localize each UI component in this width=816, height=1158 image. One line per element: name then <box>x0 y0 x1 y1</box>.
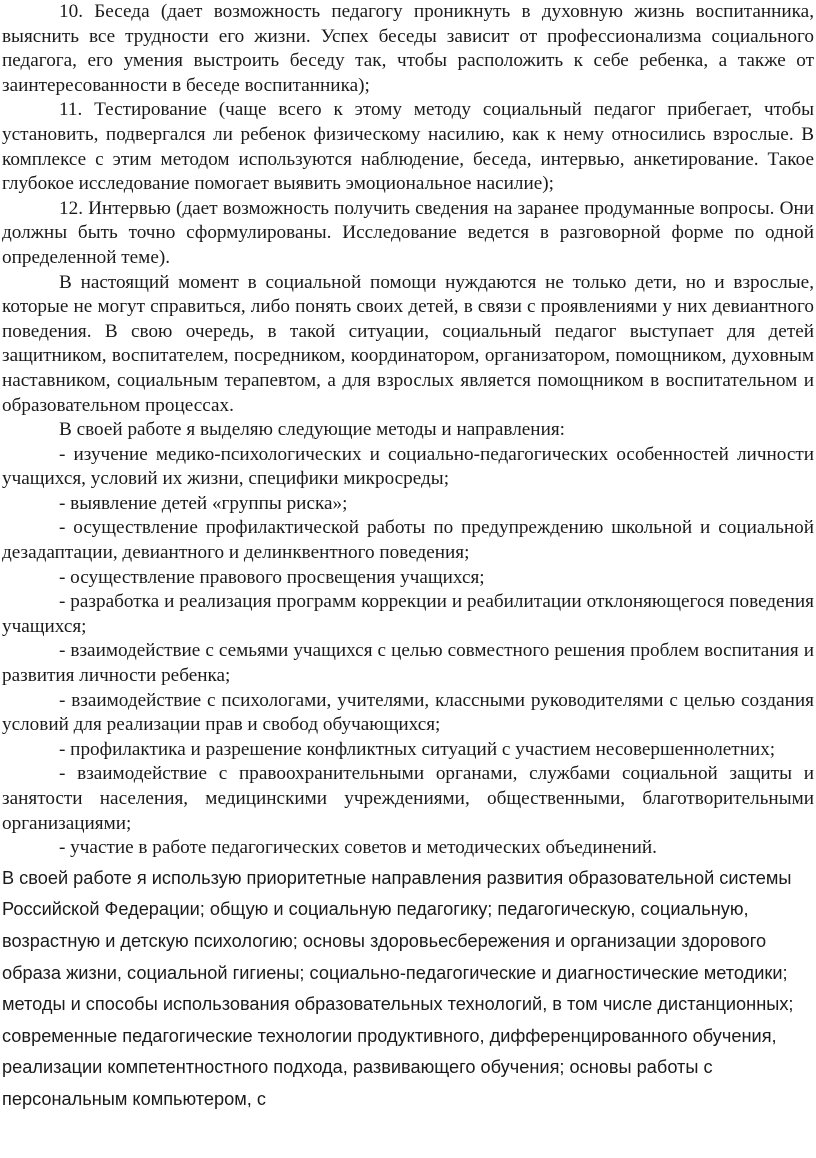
list-item-conflict-resolution: - профилактика и разрешение конфликтных ситуаций с участием несовершеннолетних; <box>59 738 776 760</box>
list-item-councils-participation: - участие в работе педагогических советов и методических объединений. <box>59 837 657 859</box>
list-item-risk-group: - выявление детей «группы риска»; <box>59 492 348 514</box>
list-item-law-enforcement-interaction: - взаимодействие с правоохранительными органами, службами социальной защиты и занятости населения, медицинскими учреждениями, общественными, благотворительными организациями; <box>2 763 814 834</box>
paragraph-priority-directions: В своей работе я использую приоритетные направления развития образовательной системы Российской Федерации; общую и социальную педагогику; педагогическую, социальную, возрастную и детскую психологию; основы здоровьесбережения и организации здорового образа жизни, социальной гигиены; социально-педагогические и диагностические методики; методы и способы использования образовательных технологий, в том числе дистанционных; современные педагогические технологии продуктивного, дифференцированного обучения, реализации компетентностного подхода, развивающего обучения; основы работы с персональным компьютером, с <box>2 867 794 1109</box>
paragraph-interview: 12. Интервью (дает возможность получить сведения на заранее продуманные вопросы. Они должны быть точно сформулированы. Исследование ведется в разговорной форме по одной определенной теме). <box>2 197 814 268</box>
list-item-prevention: - осуществление профилактической работы по предупреждению школьной и социальной дезадаптации, девиантного и делинквентного поведения; <box>2 517 814 564</box>
paragraph-conversation: 10. Беседа (дает возможность педагогу проникнуть в духовную жизнь воспитанника, выяснить все трудности его жизни. Успех беседы зависит от профессионализма социального педагога, его умения выстроить беседу так, чтобы расположить к себе ребенка, а также от заинтересованности в беседе воспитанника); <box>2 1 814 96</box>
list-item-correction-programs: - разработка и реализация программ коррекции и реабилитации отклоняющегося поведения учащихся; <box>2 591 814 637</box>
paragraph-methods-intro: В своей работе я выделяю следующие методы и направления: <box>59 419 565 441</box>
list-item-study: - изучение медико-психологических и социально-педагогических особенностей личности учащихся, условий их жизни, специфики микросреды; <box>2 443 814 490</box>
list-item-legal-education: - осуществление правового просвещения учащихся; <box>59 566 485 588</box>
paragraph-social-help: В настоящий момент в социальной помощи нуждаются не только дети, но и взрослые, которые не могут справиться, либо понять своих детей, в связи с проявлениями у них девиантного поведения. В свою очередь, в такой ситуации, социальный педагог выступает для детей защитником, воспитателем, посредником, координатором, организатором, помощником, духовным наставником, социальным терапевтом, а для взрослых является помощником в воспитательном и образовательном процессах. <box>2 271 814 416</box>
serif-text-block <box>2 0 814 861</box>
paragraph-testing: 11. Тестирование (чаще всего к этому методу социальный педагог прибегает, чтобы установить, подвергался ли ребенок физическому насилию, как к нему относились взрослые. В комплексе с этим методом используются наблюдение, беседа, интервью, анкетирование. Такое глубокое исследование помогает выявить эмоциональное насилие); <box>2 99 814 195</box>
list-item-family-interaction: - взаимодействие с семьями учащихся с целью совместного решения проблем воспитания и развития личности ребенка; <box>2 640 814 687</box>
list-item-psychologists-interaction: - взаимодействие с психологами, учителями, классными руководителями с целью создания условий для реализации прав и свобод обучающихся; <box>2 689 814 736</box>
sans-text-block <box>2 863 814 1116</box>
